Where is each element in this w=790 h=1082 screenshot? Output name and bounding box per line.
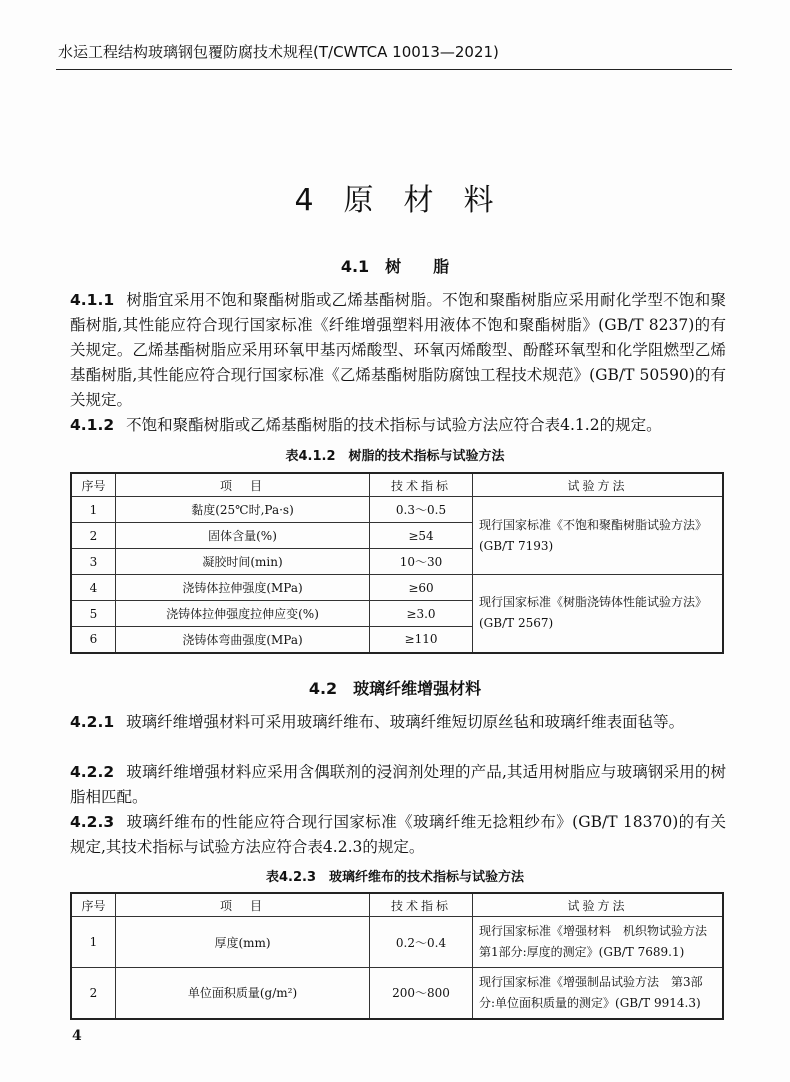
clause-text: 树脂宜采用不饱和聚酯树脂或乙烯基酯树脂。不饱和聚酯树脂应采用耐化学型不饱和聚酯树脂,其性能应符合现行国家标准《纤维增强塑料用液体不饱和聚酯树脂》(GB/T 8237)的有关规定。乙烯基酯树脂应采用环氧甲基丙烯酸型、环氧丙烯酸型、酚醛环氧型和化学阻燃型乙烯基酯树脂,其性能应符合现行国家标准《乙烯基酯树脂防腐蚀工程技术规范》(GB/T 50590)的有关规定。	[70, 291, 726, 409]
header-cell: 试验方法	[473, 893, 724, 917]
chapter-title	[0, 175, 790, 219]
cell: 1	[71, 497, 116, 523]
cell: 3	[71, 549, 116, 575]
clause-text: 玻璃纤维布的性能应符合现行国家标准《玻璃纤维无捻粗纱布》(GB/T 18370)的有关规定,其技术指标与试验方法应符合表4.2.3的规定。	[70, 813, 726, 856]
clause-4-2-2	[70, 760, 726, 810]
clause-text: 玻璃纤维增强材料可采用玻璃纤维布、玻璃纤维短切原丝毡和玻璃纤维表面毡等。	[126, 713, 685, 731]
cell: 浇铸体弯曲强度(MPa)	[116, 627, 370, 653]
clause-4-1-2	[70, 413, 726, 438]
cell: ≥54	[370, 523, 473, 549]
cell: 黏度(25℃时,Pa·s)	[116, 497, 370, 523]
chapter-char: 原	[343, 183, 376, 218]
page-number: 4	[72, 1028, 82, 1044]
clause-number: 4.2.1	[70, 713, 115, 731]
clause-text: 不饱和聚酯树脂或乙烯基酯树脂的技术指标与试验方法应符合表4.1.2的规定。	[126, 416, 662, 434]
cell: 2	[71, 523, 116, 549]
cell: 200～800	[370, 968, 473, 1019]
cell: ≥3.0	[370, 601, 473, 627]
chapter-char: 料	[463, 183, 496, 218]
clause-number: 4.1.1	[70, 291, 115, 309]
cell: 单位面积质量(g/m²)	[116, 968, 370, 1019]
table-header-row	[71, 473, 723, 497]
glass-fiber-table	[70, 892, 724, 1020]
chapter-char: 材	[403, 183, 436, 218]
method-cell: 现行国家标准《不饱和聚酯树脂试验方法》(GB/T 7193)	[473, 497, 724, 575]
header-cell: 技术指标	[370, 473, 473, 497]
table-row	[71, 968, 723, 1019]
section-heading-4-2: 4.2 玻璃纤维增强材料	[308, 679, 482, 698]
cell: ≥110	[370, 627, 473, 653]
clause-number: 4.2.3	[70, 813, 115, 831]
running-header: 水运工程结构玻璃钢包覆防腐技术规程(T/CWTCA 10013—2021)	[58, 43, 499, 61]
header-cell: 序号	[71, 893, 116, 917]
header-cell: 序号	[71, 473, 116, 497]
header-cell: 技术指标	[370, 893, 473, 917]
method-cell: 现行国家标准《树脂浇铸体性能试验方法》(GB/T 2567)	[473, 575, 724, 653]
cell: 凝胶时间(min)	[116, 549, 370, 575]
cell: 4	[71, 575, 116, 601]
cell: 浇铸体拉伸强度拉伸应变(%)	[116, 601, 370, 627]
cell: 0.2～0.4	[370, 917, 473, 968]
resin-table	[70, 472, 724, 654]
table-row	[71, 497, 723, 523]
cell: 10～30	[370, 549, 473, 575]
table-caption: 表4.2.3 玻璃纤维布的技术指标与试验方法	[265, 870, 524, 885]
method-cell: 现行国家标准《增强制品试验方法 第3部分:单位面积质量的测定》(GB/T 9914.3)	[473, 968, 724, 1019]
clause-number: 4.2.2	[70, 763, 115, 781]
cell: 0.3～0.5	[370, 497, 473, 523]
table-row	[71, 575, 723, 601]
header-cell: 试验方法	[473, 473, 724, 497]
header-cell: 项 目	[116, 893, 370, 917]
section-heading-4-1: 4.1 树 脂	[340, 257, 450, 276]
table-header-row	[71, 893, 723, 917]
header-cell: 项 目	[116, 473, 370, 497]
cell: 5	[71, 601, 116, 627]
cell: 1	[71, 917, 116, 968]
chapter-number: 4	[294, 183, 316, 218]
clause-4-1-1	[70, 288, 726, 413]
clause-4-2-1	[70, 710, 726, 735]
cell: 固体含量(%)	[116, 523, 370, 549]
header-rule	[56, 69, 732, 70]
clause-4-2-3	[70, 810, 726, 860]
cell: 厚度(mm)	[116, 917, 370, 968]
cell: ≥60	[370, 575, 473, 601]
method-cell: 现行国家标准《增强材料 机织物试验方法 第1部分:厚度的测定》(GB/T 7689.1)	[473, 917, 724, 968]
cell: 浇铸体拉伸强度(MPa)	[116, 575, 370, 601]
table-row	[71, 917, 723, 968]
cell: 2	[71, 968, 116, 1019]
table-caption: 表4.1.2 树脂的技术指标与试验方法	[285, 449, 505, 464]
cell: 6	[71, 627, 116, 653]
clause-number: 4.1.2	[70, 416, 115, 434]
clause-text: 玻璃纤维增强材料应采用含偶联剂的浸润剂处理的产品,其适用树脂应与玻璃钢采用的树脂相匹配。	[70, 763, 726, 806]
